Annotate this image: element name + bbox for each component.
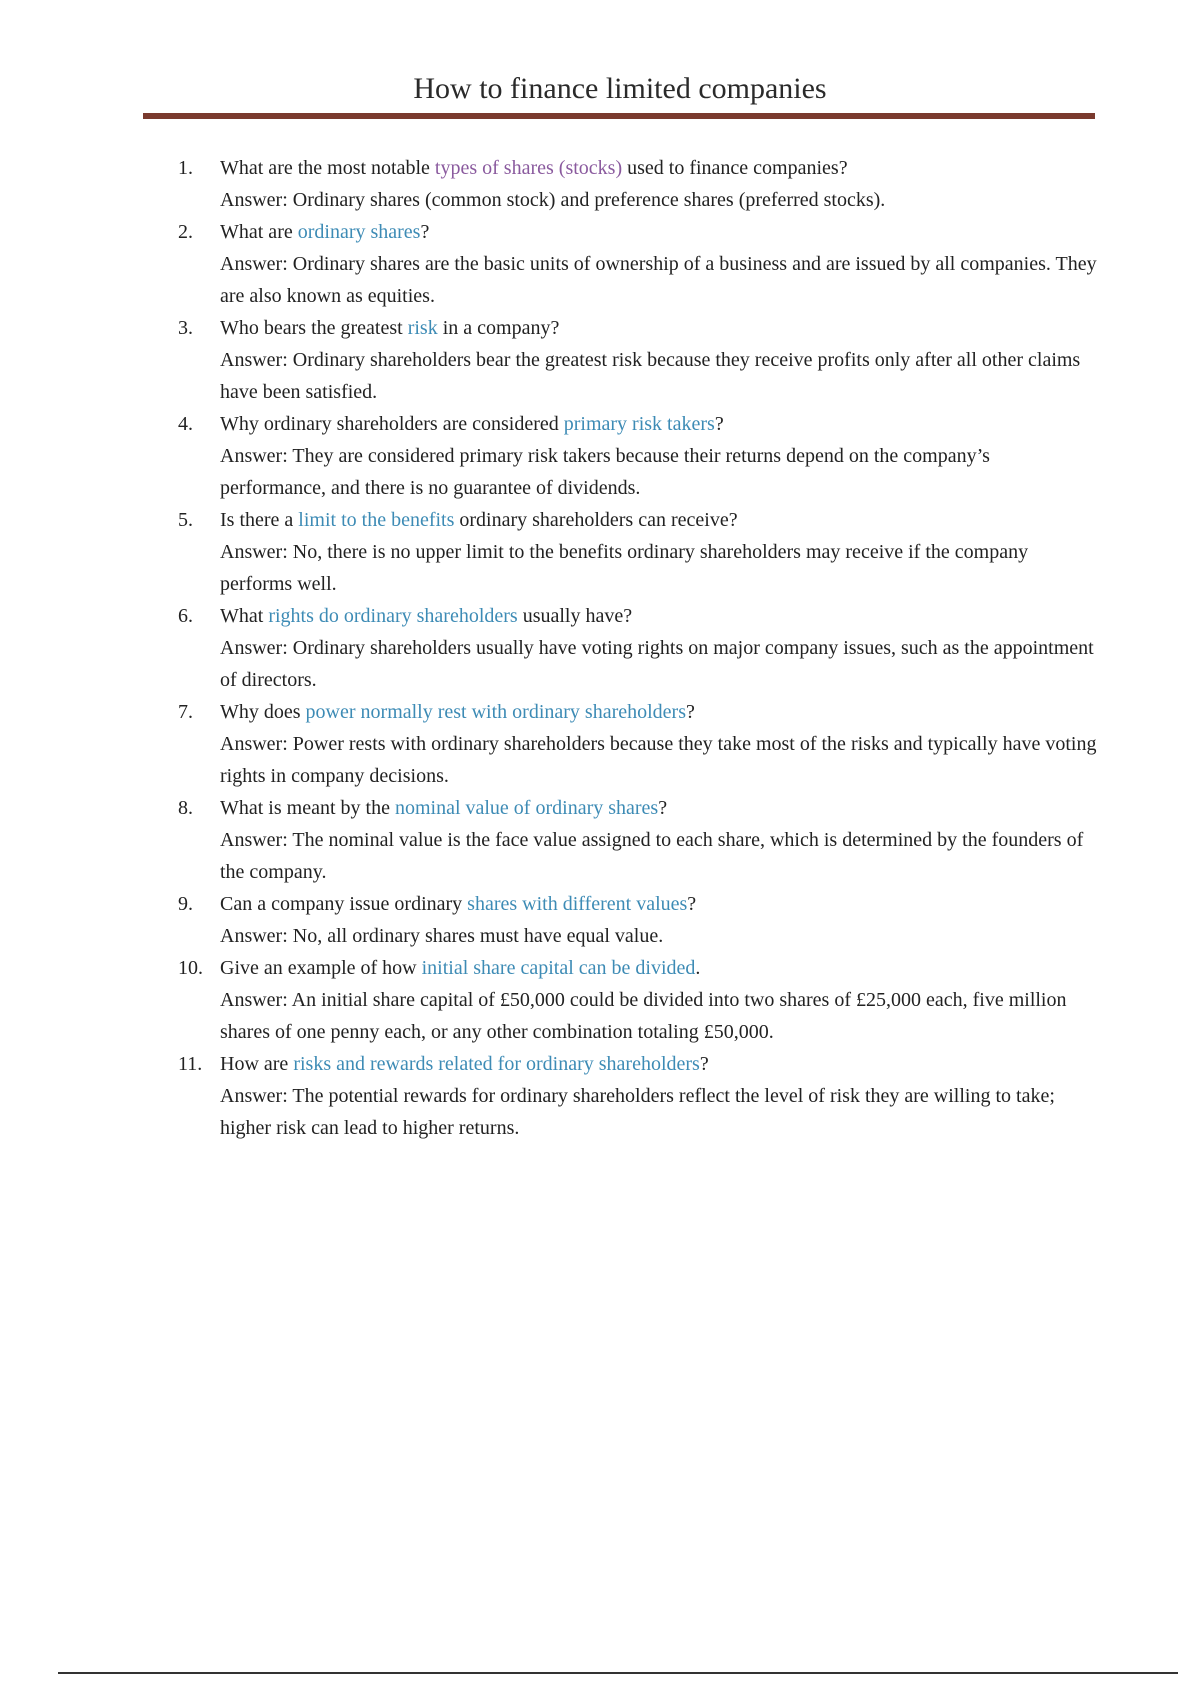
- question-highlight: ordinary shares: [297, 221, 421, 243]
- question-pre: Can a company issue ordinary: [220, 893, 468, 915]
- qa-item: [178, 600, 1098, 696]
- question-text: [220, 792, 1098, 824]
- answer-text: Answer: No, all ordinary shares must have equal value.: [220, 925, 664, 947]
- answer-text: Answer: Ordinary shares (common stock) and preference shares (preferred stocks).: [220, 189, 886, 211]
- question-number: 6.: [178, 605, 193, 627]
- qa-list: [178, 152, 1098, 1144]
- qa-item: [178, 504, 1098, 600]
- question-pre: Give an example of how: [220, 957, 422, 979]
- qa-item: [178, 408, 1098, 504]
- question-pre: What are: [220, 221, 298, 243]
- page-title: How to finance limited companies: [413, 72, 827, 105]
- question-post: used to finance companies?: [622, 157, 848, 179]
- question-number: 2.: [178, 221, 193, 243]
- question-number: 11.: [178, 1053, 203, 1075]
- qa-item: [178, 216, 1098, 312]
- question-post: ?: [714, 413, 724, 435]
- question-pre: How are: [220, 1053, 294, 1075]
- qa-item: [178, 312, 1098, 408]
- question-highlight: rights do ordinary shareholders: [268, 605, 518, 627]
- question-text: [220, 952, 1098, 984]
- answer-text: Answer: Ordinary shares are the basic units of ownership of a business and are issued by all companies. They are also known as equities.: [220, 253, 1097, 307]
- footer-divider: [58, 1672, 1178, 1674]
- question-text: [220, 152, 1098, 184]
- question-pre: What: [220, 605, 269, 627]
- answer-text: Answer: The potential rewards for ordinary shareholders reflect the level of risk they are willing to take; higher risk can lead to higher returns.: [220, 1085, 1055, 1139]
- question-highlight: initial share capital can be divided: [421, 957, 696, 979]
- qa-item: [178, 1048, 1098, 1144]
- question-number: 7.: [178, 701, 193, 723]
- qa-item: [178, 696, 1098, 792]
- question-number: 10.: [178, 957, 203, 979]
- question-highlight: risks and rewards related for ordinary shareholders: [293, 1053, 700, 1075]
- question-number: 4.: [178, 413, 193, 435]
- answer-text: Answer: Ordinary shareholders bear the greatest risk because they receive profits only after all other claims have been satisfied.: [220, 349, 1081, 403]
- qa-item: [178, 152, 1098, 216]
- question-text: [220, 312, 1098, 344]
- question-post: ?: [420, 221, 430, 243]
- answer-text: Answer: An initial share capital of £50,000 could be divided into two shares of £25,000 each, five million shares of one penny each, or any other combination totaling £50,000.: [220, 989, 1067, 1043]
- question-number: 5.: [178, 509, 193, 531]
- answer-text: Answer: Ordinary shareholders usually have voting rights on major company issues, such as the appointment of directors.: [220, 637, 1094, 691]
- question-highlight: limit to the benefits: [298, 509, 455, 531]
- question-post: .: [695, 957, 701, 979]
- answer-text: Answer: Power rests with ordinary shareholders because they take most of the risks and typically have voting rights in company decisions.: [220, 733, 1097, 787]
- question-number: 9.: [178, 893, 193, 915]
- question-number: 1.: [178, 157, 193, 179]
- question-post: ?: [687, 893, 697, 915]
- question-number: 8.: [178, 797, 193, 819]
- answer-text: Answer: The nominal value is the face value assigned to each share, which is determined by the founders of the company.: [220, 829, 1084, 883]
- question-pre: Is there a: [220, 509, 299, 531]
- question-post: usually have?: [517, 605, 633, 627]
- question-highlight: primary risk takers: [563, 413, 715, 435]
- question-number: 3.: [178, 317, 193, 339]
- question-highlight: risk: [407, 317, 438, 339]
- question-pre: What are the most notable: [220, 157, 435, 179]
- question-text: [220, 504, 1098, 536]
- answer-text: Answer: They are considered primary risk takers because their returns depend on the company’s performance, and there is no guarantee of dividends.: [220, 445, 990, 499]
- question-post: ?: [686, 701, 695, 723]
- question-highlight: power normally rest with ordinary shareholders: [305, 701, 686, 723]
- qa-item: [178, 952, 1098, 1048]
- question-text: [220, 888, 1098, 920]
- question-pre: Why ordinary shareholders are considered: [220, 413, 564, 435]
- question-highlight: nominal value of ordinary shares: [394, 797, 659, 819]
- question-text: [220, 216, 1098, 248]
- qa-item: [178, 888, 1098, 952]
- question-text: [220, 1048, 1098, 1080]
- qa-item: [178, 792, 1098, 888]
- question-text: [220, 600, 1098, 632]
- question-highlight: shares with different values: [467, 893, 688, 915]
- question-pre: Who bears the greatest: [220, 317, 408, 339]
- question-highlight: types of shares (stocks): [434, 157, 623, 179]
- question-post: in a company?: [437, 317, 560, 339]
- question-post: ?: [699, 1053, 709, 1075]
- question-post: ordinary shareholders can receive?: [454, 509, 738, 531]
- question-pre: What is meant by the: [220, 797, 395, 819]
- answer-text: Answer: No, there is no upper limit to the benefits ordinary shareholders may receive if the company performs well.: [220, 541, 1029, 595]
- question-pre: Why does: [220, 701, 306, 723]
- question-text: [220, 696, 1098, 728]
- question-text: [220, 408, 1098, 440]
- title-divider: [143, 113, 1095, 119]
- question-post: ?: [658, 797, 668, 819]
